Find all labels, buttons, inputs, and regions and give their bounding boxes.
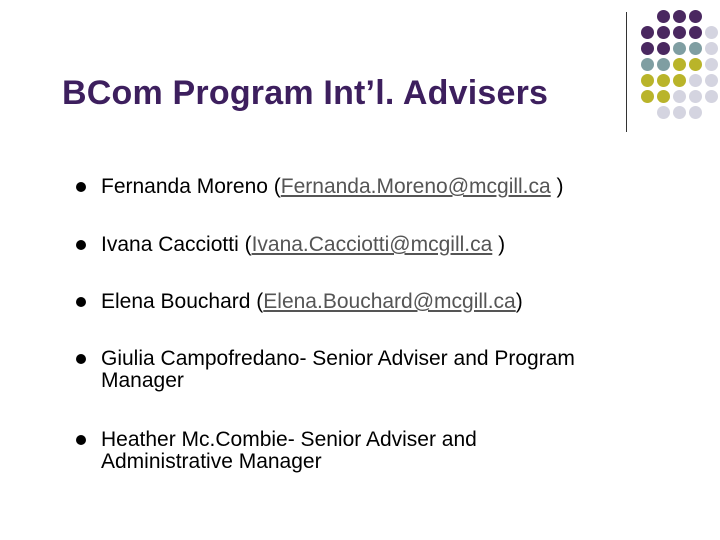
- contact-name: Elena Bouchard (: [101, 290, 264, 313]
- decorative-dot: [705, 26, 718, 39]
- decorative-dot: [657, 58, 670, 71]
- decorative-dot: [705, 42, 718, 55]
- decorative-dot: [673, 106, 686, 119]
- decorative-dot: [705, 58, 718, 71]
- decorative-divider: [626, 12, 627, 132]
- decorative-dot: [641, 26, 654, 39]
- decorative-dot: [689, 74, 702, 87]
- decorative-dot: [657, 26, 670, 39]
- decorative-dot: [657, 106, 670, 119]
- decorative-dot: [641, 42, 654, 55]
- contact-name: Ivana Cacciotti (: [101, 233, 252, 256]
- email-link[interactable]: Fernanda.Moreno@mcgill.ca: [280, 175, 551, 198]
- decorative-dot: [705, 90, 718, 103]
- decorative-dot: [641, 90, 654, 103]
- bullet-text: [101, 348, 691, 392]
- bullet-icon: [76, 435, 86, 445]
- bullet-icon: [76, 354, 86, 364]
- decorative-dot: [657, 90, 670, 103]
- decorative-dot: [673, 26, 686, 39]
- decorative-dot: [641, 74, 654, 87]
- bullet-text: [101, 291, 691, 313]
- email-link[interactable]: Ivana.Cacciotti@mcgill.ca: [251, 233, 493, 256]
- decorative-dot: [657, 10, 670, 23]
- bullet-line: Heather Mc.Combie- Senior Adviser and: [101, 428, 477, 451]
- paren-close: ): [515, 290, 523, 313]
- decorative-dot-grid: [641, 10, 720, 140]
- email-link[interactable]: Elena.Bouchard@mcgill.ca: [263, 290, 516, 313]
- decorative-dot: [673, 58, 686, 71]
- paren-close: ): [492, 233, 506, 256]
- decorative-dot: [657, 42, 670, 55]
- bullet-icon: [76, 240, 86, 250]
- decorative-dot: [673, 74, 686, 87]
- bullet-line: Manager: [101, 369, 184, 392]
- decorative-dot: [673, 42, 686, 55]
- decorative-dot: [641, 58, 654, 71]
- contact-name: Fernanda Moreno (: [101, 175, 281, 198]
- slide-title: BCom Program Int’l. Advisers: [62, 74, 549, 112]
- bullet-line: Giulia Campofredano- Senior Adviser and Program: [101, 347, 575, 370]
- decorative-dot: [689, 10, 702, 23]
- decorative-dot: [689, 106, 702, 119]
- bullet-line: Administrative Manager: [101, 450, 322, 473]
- paren-close: ): [550, 175, 564, 198]
- bullet-icon: [76, 182, 86, 192]
- bullet-text: [101, 429, 691, 473]
- decorative-dot: [705, 74, 718, 87]
- decorative-dot: [689, 90, 702, 103]
- decorative-dot: [689, 58, 702, 71]
- bullet-icon: [76, 297, 86, 307]
- decorative-dot: [657, 74, 670, 87]
- decorative-dot: [673, 90, 686, 103]
- bullet-text: [101, 176, 691, 198]
- decorative-dot: [689, 42, 702, 55]
- decorative-dot: [673, 10, 686, 23]
- decorative-dot: [689, 26, 702, 39]
- bullet-text: [101, 234, 691, 256]
